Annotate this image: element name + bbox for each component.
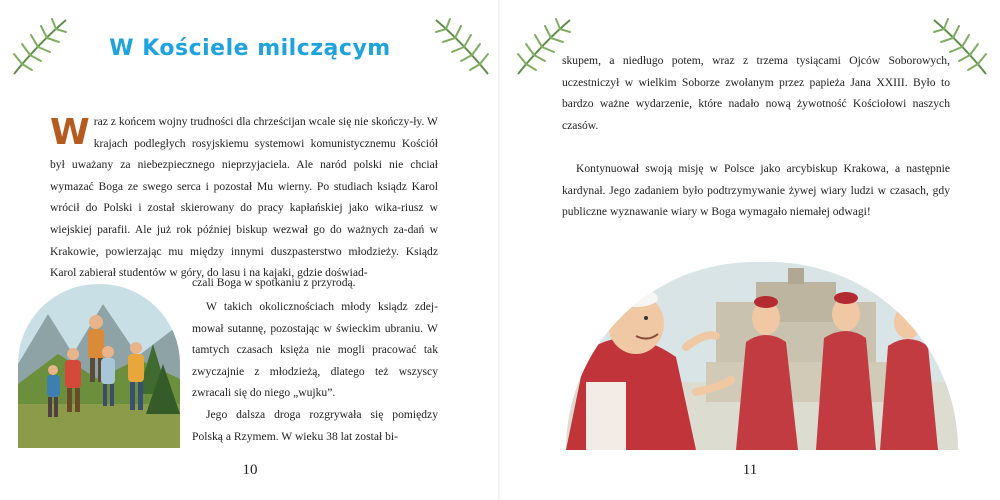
right-page (500, 0, 1000, 500)
page-number-right: 11 (742, 462, 758, 478)
right-paragraph-1: skupem, a niedługo potem, wraz z trzema tysiącami Ojców Soborowych, uczestniczył w wielkim Soborze zwołanym przez papieża Jana XXIII. Było to bardzo ważne wydarzenie, które nadało nową żywotność Kościołowi naszych czasów. (562, 54, 950, 132)
right-paragraph-2: Kontynuował swoją misję w Polsce jako arcybiskup Krakowa, a następnie kardynał. Jego zadaniem było podtrzymywanie żywej wiary ludzi w czasach, gdy publiczne wyznawanie wiary w Boga wymagało niemałej odwagi! (562, 162, 950, 219)
left-paragraph-1 (50, 111, 438, 284)
hiking-illustration (18, 284, 180, 448)
left-paragraph-1-end: czali Boga w spotkaniu z przyrodą. (192, 276, 356, 289)
page-title: W Kościele milczącym (109, 36, 391, 61)
drop-cap: W (50, 112, 90, 153)
pope-cardinals-illustration (566, 262, 958, 450)
page-number-left: 10 (242, 462, 258, 478)
left-paragraph-3: Jego dalsza droga rozgrywała się pomiędzy Polską a Rzymem. W wieku 38 lat został bi- (192, 408, 438, 443)
left-paragraph-2: W takich okolicznościach młody ksiądz zdej-mował sutannę, pozostając w świeckim ubraniu. W tamtych czasach księża nie mogli pracować tak zwyczajnie z młodzieżą, dlatego też wszyscy zwracali się do niego „wujku”. (192, 300, 438, 400)
left-paragraph-1-text: raz z końcem wojny trudności dla chrześcijan wcale się nie skończy-ły. W krajach podległych rosyjskiemu systemowi komunistycznemu Kościół był uważany za niebezpiecznego nieprzyjaciela. Ale naród polski nie chciał wymazać Boga ze swego serca i pozostał Mu wierny. Po studiach ksiądz Karol wrócił do Polski i został skierowany do pracy kapłańskiej jako wika-riusz w wiejskiej parafii. Ale już rok później biskup wezwał go do ważnych za-dań w Krakowie, powierzając mu między innymi duszpasterstwo młodzieży. Ksiądz Karol zabierał studentów w góry, do lasu i na kajaki, gdzie doświad- (50, 115, 438, 280)
